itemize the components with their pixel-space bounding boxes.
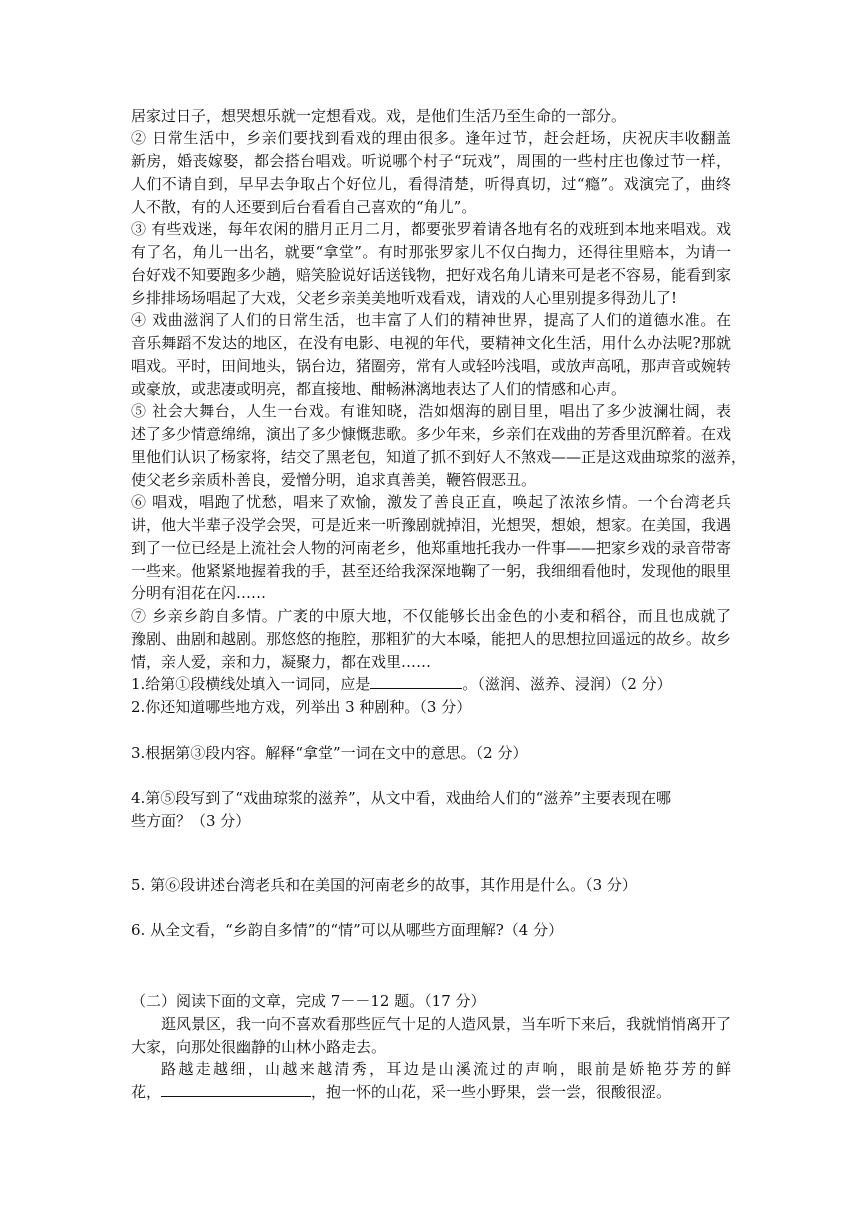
text-line: 情，亲人爱，亲和力，凝聚力，都在戏里…… xyxy=(131,653,432,671)
text-fragment: ，抱一怀的山花，采一些小野果，尝一尝，很酸很涩。 xyxy=(311,1083,672,1101)
text-line: 讲，他大半辈子没学会哭，可是近来一听豫剧就掉泪，光想哭，想娘，想家。在美国，我遇 xyxy=(131,516,732,534)
text-line: 到了一位已经是上流社会人物的河南老乡，他郑重地托我办一件事——把家乡戏的录音带寄 xyxy=(131,539,732,557)
text-line: 唱戏。平时，田间地头，锅台边，猪圈旁，常有人或轻吟浅唱，或放声高吼，那声音或婉转 xyxy=(131,357,732,375)
answer-blank[interactable] xyxy=(370,674,462,689)
text-line: 新房，婚丧嫁娶，都会搭台唱戏。听说哪个村子“玩戏”，周围的一些村庄也像过节一样， xyxy=(131,152,731,170)
question-4: 4.第⑤段写到了“戏曲琼浆的滋养”，从文中看，戏曲给人们的“滋养”主要表现在哪 xyxy=(131,789,671,807)
question-1 xyxy=(131,674,731,694)
text-fragment: 花， xyxy=(131,1083,162,1101)
question-1-suffix: 。（滋润、滋养、浸润）（2 分） xyxy=(462,675,672,693)
text-line: 人不散，有的人还要到后台看看自己喜欢的“角儿”。 xyxy=(131,198,477,216)
question-5: 5. 第⑥段讲述台湾老兵和在美国的河南老乡的故事，其作用是什么。（3 分） xyxy=(131,876,637,894)
text-line: ③ 有些戏迷，每年农闲的腊月正月二月，都要张罗着请各地有名的戏班到本地来唱戏。戏 xyxy=(131,220,731,238)
text-line: ⑥ 唱戏，唱跑了忧愁，唱来了欢愉，激发了善良正直，唤起了浓浓乡情。一个台湾老兵 xyxy=(131,493,731,511)
text-line: 一些来。他紧紧地握着我的手，甚至还给我深深地鞠了一躬，我细细看他时，发现他的眼里 xyxy=(131,562,732,580)
text-line: 或豪放，或悲凄或明亮，都直接地、酣畅淋漓地表达了人们的情感和心声。 xyxy=(131,380,627,398)
text-line: 分明有泪花在闪…… xyxy=(131,584,267,602)
text-line xyxy=(131,1082,731,1102)
text-line: 居家过日子，想哭想乐就一定想看戏。戏，是他们生活乃至生命的一部分。 xyxy=(131,107,627,125)
text-line: ② 日常生活中，乡亲们要找到看戏的理由很多。逢年过节，赶会赶场，庆祝庆丰收翻盖 xyxy=(131,129,731,147)
text-line: 路越走越细，山越来越清秀，耳边是山溪流过的声响，眼前是娇艳芬芳的鲜 xyxy=(161,1060,731,1078)
text-line: ④ 戏曲滋润了人们的日常生活，也丰富了人们的精神世界，提高了人们的道德水准。在 xyxy=(131,311,731,329)
text-line: ⑦ 乡亲乡韵自多情。广袤的中原大地，不仅能够长出金色的小麦和稻谷，而且也成就了 xyxy=(131,607,731,625)
answer-blank[interactable] xyxy=(161,1082,311,1097)
text-line: 使父老乡亲质朴善良，爱憎分明，追求真善美，鞭笞假恶丑。 xyxy=(131,471,537,489)
question-3: 3.根据第③段内容。解释“拿堂”一词在文中的意思。（2 分） xyxy=(131,744,528,762)
section-2-heading: （二）阅读下面的文章，完成 7－－12 题。（17 分） xyxy=(131,992,486,1010)
text-line: ⑤ 社会大舞台，人生一台戏。有谁知晓，浩如烟海的剧目里，唱出了多少波澜壮阔，表 xyxy=(131,402,731,420)
text-line: 人们不请自到，早早去争取占个好位儿，看得清楚，听得真切，过“瘾”。戏演完了，曲终 xyxy=(131,175,731,193)
text-line: 逛风景区，我一向不喜欢看那些匠气十足的人造风景，当车听下来后，我就悄悄离开了 xyxy=(161,1015,732,1033)
text-line: 大家，向那处很幽静的山林小路走去。 xyxy=(131,1038,387,1056)
text-line: 豫剧、曲剧和越剧。那悠悠的拖腔，那粗犷的大本嗓，能把人的思想拉回遥远的故乡。故乡 xyxy=(131,630,732,648)
text-line: 有了名，角儿一出名，就要“拿堂”。有时那张罗家儿不仅白掏力，还得往里赔本，为请一 xyxy=(131,243,731,261)
question-2: 2.你还知道哪些地方戏，列举出 3 种剧种。（3 分） xyxy=(131,698,472,716)
question-6: 6. 从全文看，“乡韵自多情”的“情”可以从哪些方面理解?（4 分） xyxy=(131,921,564,939)
text-line: 述了多少情意绵绵，演出了多少慷慨悲歌。多少年来，乡亲们在戏曲的芳香里沉醉着。在戏 xyxy=(131,425,732,443)
text-line: 里他们认识了杨家将，结交了黑老包，知道了抓不到好人不煞戏——正是这戏曲琼浆的滋养， xyxy=(131,448,747,466)
question-1-prefix: 1.给第①段横线处填入一词同，应是 xyxy=(131,675,371,693)
text-line: 台好戏不知要跑多少趟，赔笑脸说好话送钱物，把好戏名角儿请来可是老不容易，能看到家 xyxy=(131,266,732,284)
text-line: 乡排排场场唱起了大戏，父老乡亲美美地听戏看戏，请戏的人心里别提多得劲儿了! xyxy=(131,289,678,307)
question-4-continued: 些方面？（3 分） xyxy=(131,812,251,830)
text-line: 音乐舞蹈不发达的地区，在没有电影、电视的年代，要精神文化生活，用什么办法呢?那就 xyxy=(131,334,731,352)
